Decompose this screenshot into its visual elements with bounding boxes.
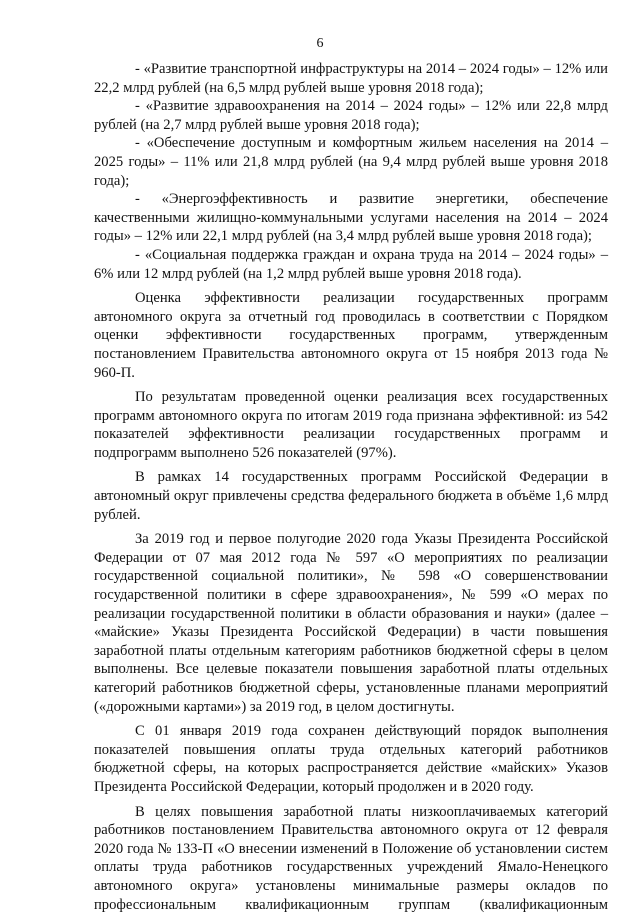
page-number: 6 <box>316 36 324 51</box>
paragraph-low-paid-workers: В целях повышения заработной платы низкооплачиваемых категорий работников постановлением Правительства автономного округа от 12 февраля 2020 года № 133-П «О внесении изменений в Положение об установлении систем оплаты труда работников государственных учреждений Ямало-Ненецкого автономного округа» установлены минимальные размеры окладов по профессиональным квалификационным группам (квалификационным <box>94 803 608 913</box>
paragraph-results: По результатам проведенной оценки реализация всех государственных программ автономного округа по итогам 2019 года признана эффективной: из 542 показателей эффективности реализации государственных программ и подпрограмм выполнено 526 показателей (97%). <box>94 389 608 461</box>
paragraph-evaluation: Оценка эффективности реализации государственных программ автономного округа за отчетный год проводилась в соответствии с Порядком оценки эффективности государственных программ, утвержденным постановлением Правительства автономного округа от 15 ноября 2013 года № 960-П. <box>94 290 608 381</box>
paragraph-federal-programs: В рамках 14 государственных программ Российской Федерации в автономный округ привлечены средства федерального бюджета в объёме 1,6 млрд рублей. <box>94 469 608 523</box>
paragraph-may-decrees: За 2019 год и первое полугодие 2020 года Указы Президента Российской Федерации от 07 мая 2012 года № 597 «О мероприятиях по реализации государственной социальной политики», № 598 «О совершенствовании государственной политики в сфере здравоохранения», № 599 «О мерах по реализации государственной политики в области образования и науки» (далее – «майские» Указы Президента Российской Федерации) в части повышения заработной платы отдельным категориям работников бюджетной сферы в целом выполнены. Все целевые показатели повышения заработной платы отдельных категорий работников бюджетной сферы, установленные планами мероприятий («дорожными картами») за 2019 год, в целом достигнуты. <box>94 531 608 715</box>
list-item-energy: - «Энергоэффективность и развитие энергетики, обеспечение качественными жилищно-коммунальными услугами населения на 2014 – 2024 годы» – 12% или 22,1 млрд рублей (на 3,4 млрд рублей выше уровня 2018 года); <box>94 191 608 245</box>
list-item-transport: - «Развитие транспортной инфраструктуры на 2014 – 2024 годы» – 12% или 22,2 млрд рублей (на 6,5 млрд рублей выше уровня 2018 года); <box>94 61 608 96</box>
paragraph-wage-order: С 01 января 2019 года сохранен действующий порядок выполнения показателей повышения оплаты труда отдельных категорий работников бюджетной сферы, на которых распространяется действие «майских» Указов Президента Российской Федерации, который продолжен и в 2020 году. <box>94 723 608 795</box>
list-item-healthcare: - «Развитие здравоохранения на 2014 – 2024 годы» – 12% или 22,8 млрд рублей (на 2,7 млрд рублей выше уровня 2018 года); <box>94 98 608 133</box>
list-item-housing: - «Обеспечение доступным и комфортным жильем населения на 2014 – 2025 годы» – 11% или 21,8 млрд рублей (на 9,4 млрд рублей выше уровня 2018 года); <box>94 135 608 189</box>
list-item-social-support: - «Социальная поддержка граждан и охрана труда на 2014 – 2024 годы» – 6% или 12 млрд рублей (на 1,2 млрд рублей выше уровня 2018 года). <box>94 246 608 282</box>
document-body <box>94 60 608 914</box>
